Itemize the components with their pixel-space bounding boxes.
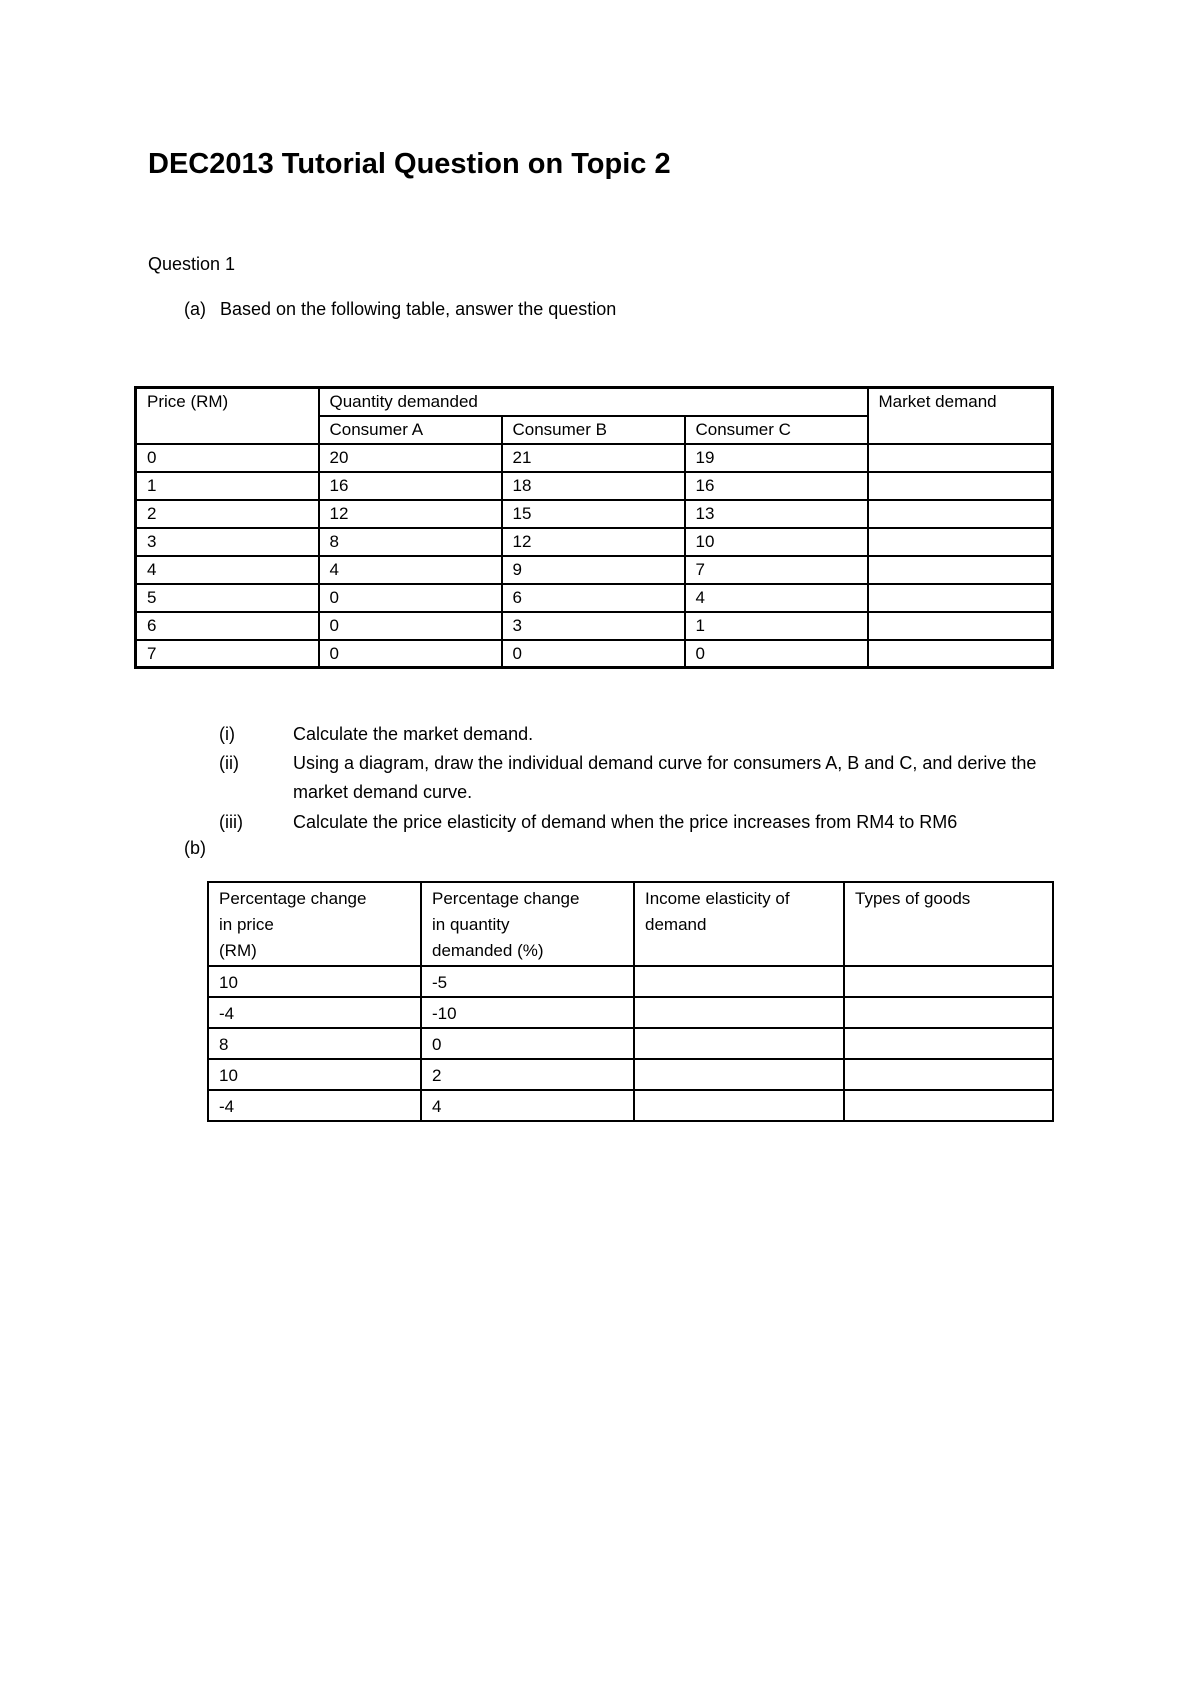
consumer-b-cell: 12 [502,528,685,556]
type-of-goods-cell [844,1090,1053,1121]
consumer-b-cell: 9 [502,556,685,584]
consumer-c-cell: 1 [685,612,868,640]
market-demand-cell [868,500,1053,528]
part-a-text: Based on the following table, answer the question [220,299,617,319]
header-line: demand [645,915,707,934]
sub-question-number: (iii) [219,812,243,832]
header-line: Percentage change [432,889,580,908]
header-percentage-change-quantity [421,882,634,966]
income-elasticity-cell [634,1090,844,1121]
header-consumer-a: Consumer A [319,416,502,444]
price-cell: 4 [136,556,319,584]
market-demand-cell [868,472,1053,500]
consumer-c-cell: 16 [685,472,868,500]
price-cell: 2 [136,500,319,528]
table-row [208,1059,1053,1090]
table-row [208,997,1053,1028]
price-cell: 6 [136,612,319,640]
market-demand-table [134,386,1054,669]
header-income-elasticity [634,882,844,966]
consumer-a-cell: 16 [319,472,502,500]
price-cell: 7 [136,640,319,668]
market-demand-cell [868,444,1053,472]
price-cell: 0 [136,444,319,472]
consumer-b-cell: 3 [502,612,685,640]
income-elasticity-cell [634,997,844,1028]
sub-question-text: Calculate the price elasticity of demand when the price increases from RM4 to RM6 [293,812,958,832]
header-line: demanded (%) [432,941,544,960]
table-row [136,528,1053,556]
income-elasticity-table [207,881,1054,1122]
header-consumer-c: Consumer C [685,416,868,444]
header-quantity-demanded: Quantity demanded [319,388,868,416]
header-line: (RM) [219,941,257,960]
part-a-tag: (a) [184,299,206,319]
header-consumer-b: Consumer B [502,416,685,444]
part-a-instruction [184,299,616,320]
table-row [136,612,1053,640]
header-line: Income elasticity of [645,889,790,908]
price-change-cell: -4 [208,1090,421,1121]
consumer-a-cell: 0 [319,640,502,668]
consumer-b-cell: 21 [502,444,685,472]
market-demand-cell [868,640,1053,668]
type-of-goods-cell [844,997,1053,1028]
quantity-change-cell: -10 [421,997,634,1028]
quantity-change-cell: -5 [421,966,634,997]
header-line: in quantity [432,915,510,934]
consumer-a-cell: 0 [319,584,502,612]
sub-question-number: (ii) [219,753,239,773]
page-title: DEC2013 Tutorial Question on Topic 2 [148,148,671,180]
table-row [136,584,1053,612]
income-elasticity-cell [634,1028,844,1059]
quantity-change-cell: 4 [421,1090,634,1121]
header-line: Percentage change [219,889,367,908]
consumer-a-cell: 8 [319,528,502,556]
consumer-b-cell: 15 [502,500,685,528]
table-row [136,640,1053,668]
consumer-c-cell: 4 [685,584,868,612]
market-demand-cell [868,528,1053,556]
header-line: in price [219,915,274,934]
header-types-of-goods: Types of goods [844,882,1053,966]
consumer-a-cell: 0 [319,612,502,640]
header-price: Price (RM) [136,388,319,444]
price-change-cell: 8 [208,1028,421,1059]
table-row [136,444,1053,472]
quantity-change-cell: 2 [421,1059,634,1090]
consumer-a-cell: 12 [319,500,502,528]
part-b-tag: (b) [184,838,206,858]
consumer-a-cell: 4 [319,556,502,584]
question-label: Question 1 [148,254,236,274]
price-cell: 5 [136,584,319,612]
header-market-demand: Market demand [868,388,1053,444]
type-of-goods-cell [844,1028,1053,1059]
table-header-row [208,882,1053,966]
price-cell: 1 [136,472,319,500]
sub-question-text: Using a diagram, draw the individual demand curve for consumers A, B and C, and derive the market demand curve. [293,753,1037,802]
income-elasticity-cell [634,1059,844,1090]
sub-question-number: (i) [219,724,235,744]
table-row [136,500,1053,528]
consumer-b-cell: 6 [502,584,685,612]
table-row [208,1090,1053,1121]
consumer-c-cell: 19 [685,444,868,472]
price-change-cell: 10 [208,966,421,997]
market-demand-cell [868,612,1053,640]
price-cell: 3 [136,528,319,556]
type-of-goods-cell [844,1059,1053,1090]
consumer-b-cell: 0 [502,640,685,668]
consumer-c-cell: 13 [685,500,868,528]
table-row [136,556,1053,584]
table-row [208,966,1053,997]
quantity-change-cell: 0 [421,1028,634,1059]
header-percentage-change-price [208,882,421,966]
price-change-cell: 10 [208,1059,421,1090]
type-of-goods-cell [844,966,1053,997]
table-header-row [136,388,1053,416]
price-change-cell: -4 [208,997,421,1028]
consumer-c-cell: 10 [685,528,868,556]
market-demand-cell [868,556,1053,584]
consumer-c-cell: 7 [685,556,868,584]
market-demand-cell [868,584,1053,612]
table-row [208,1028,1053,1059]
sub-question-text: Calculate the market demand. [293,724,534,744]
income-elasticity-cell [634,966,844,997]
consumer-c-cell: 0 [685,640,868,668]
table-row [136,472,1053,500]
consumer-a-cell: 20 [319,444,502,472]
consumer-b-cell: 18 [502,472,685,500]
